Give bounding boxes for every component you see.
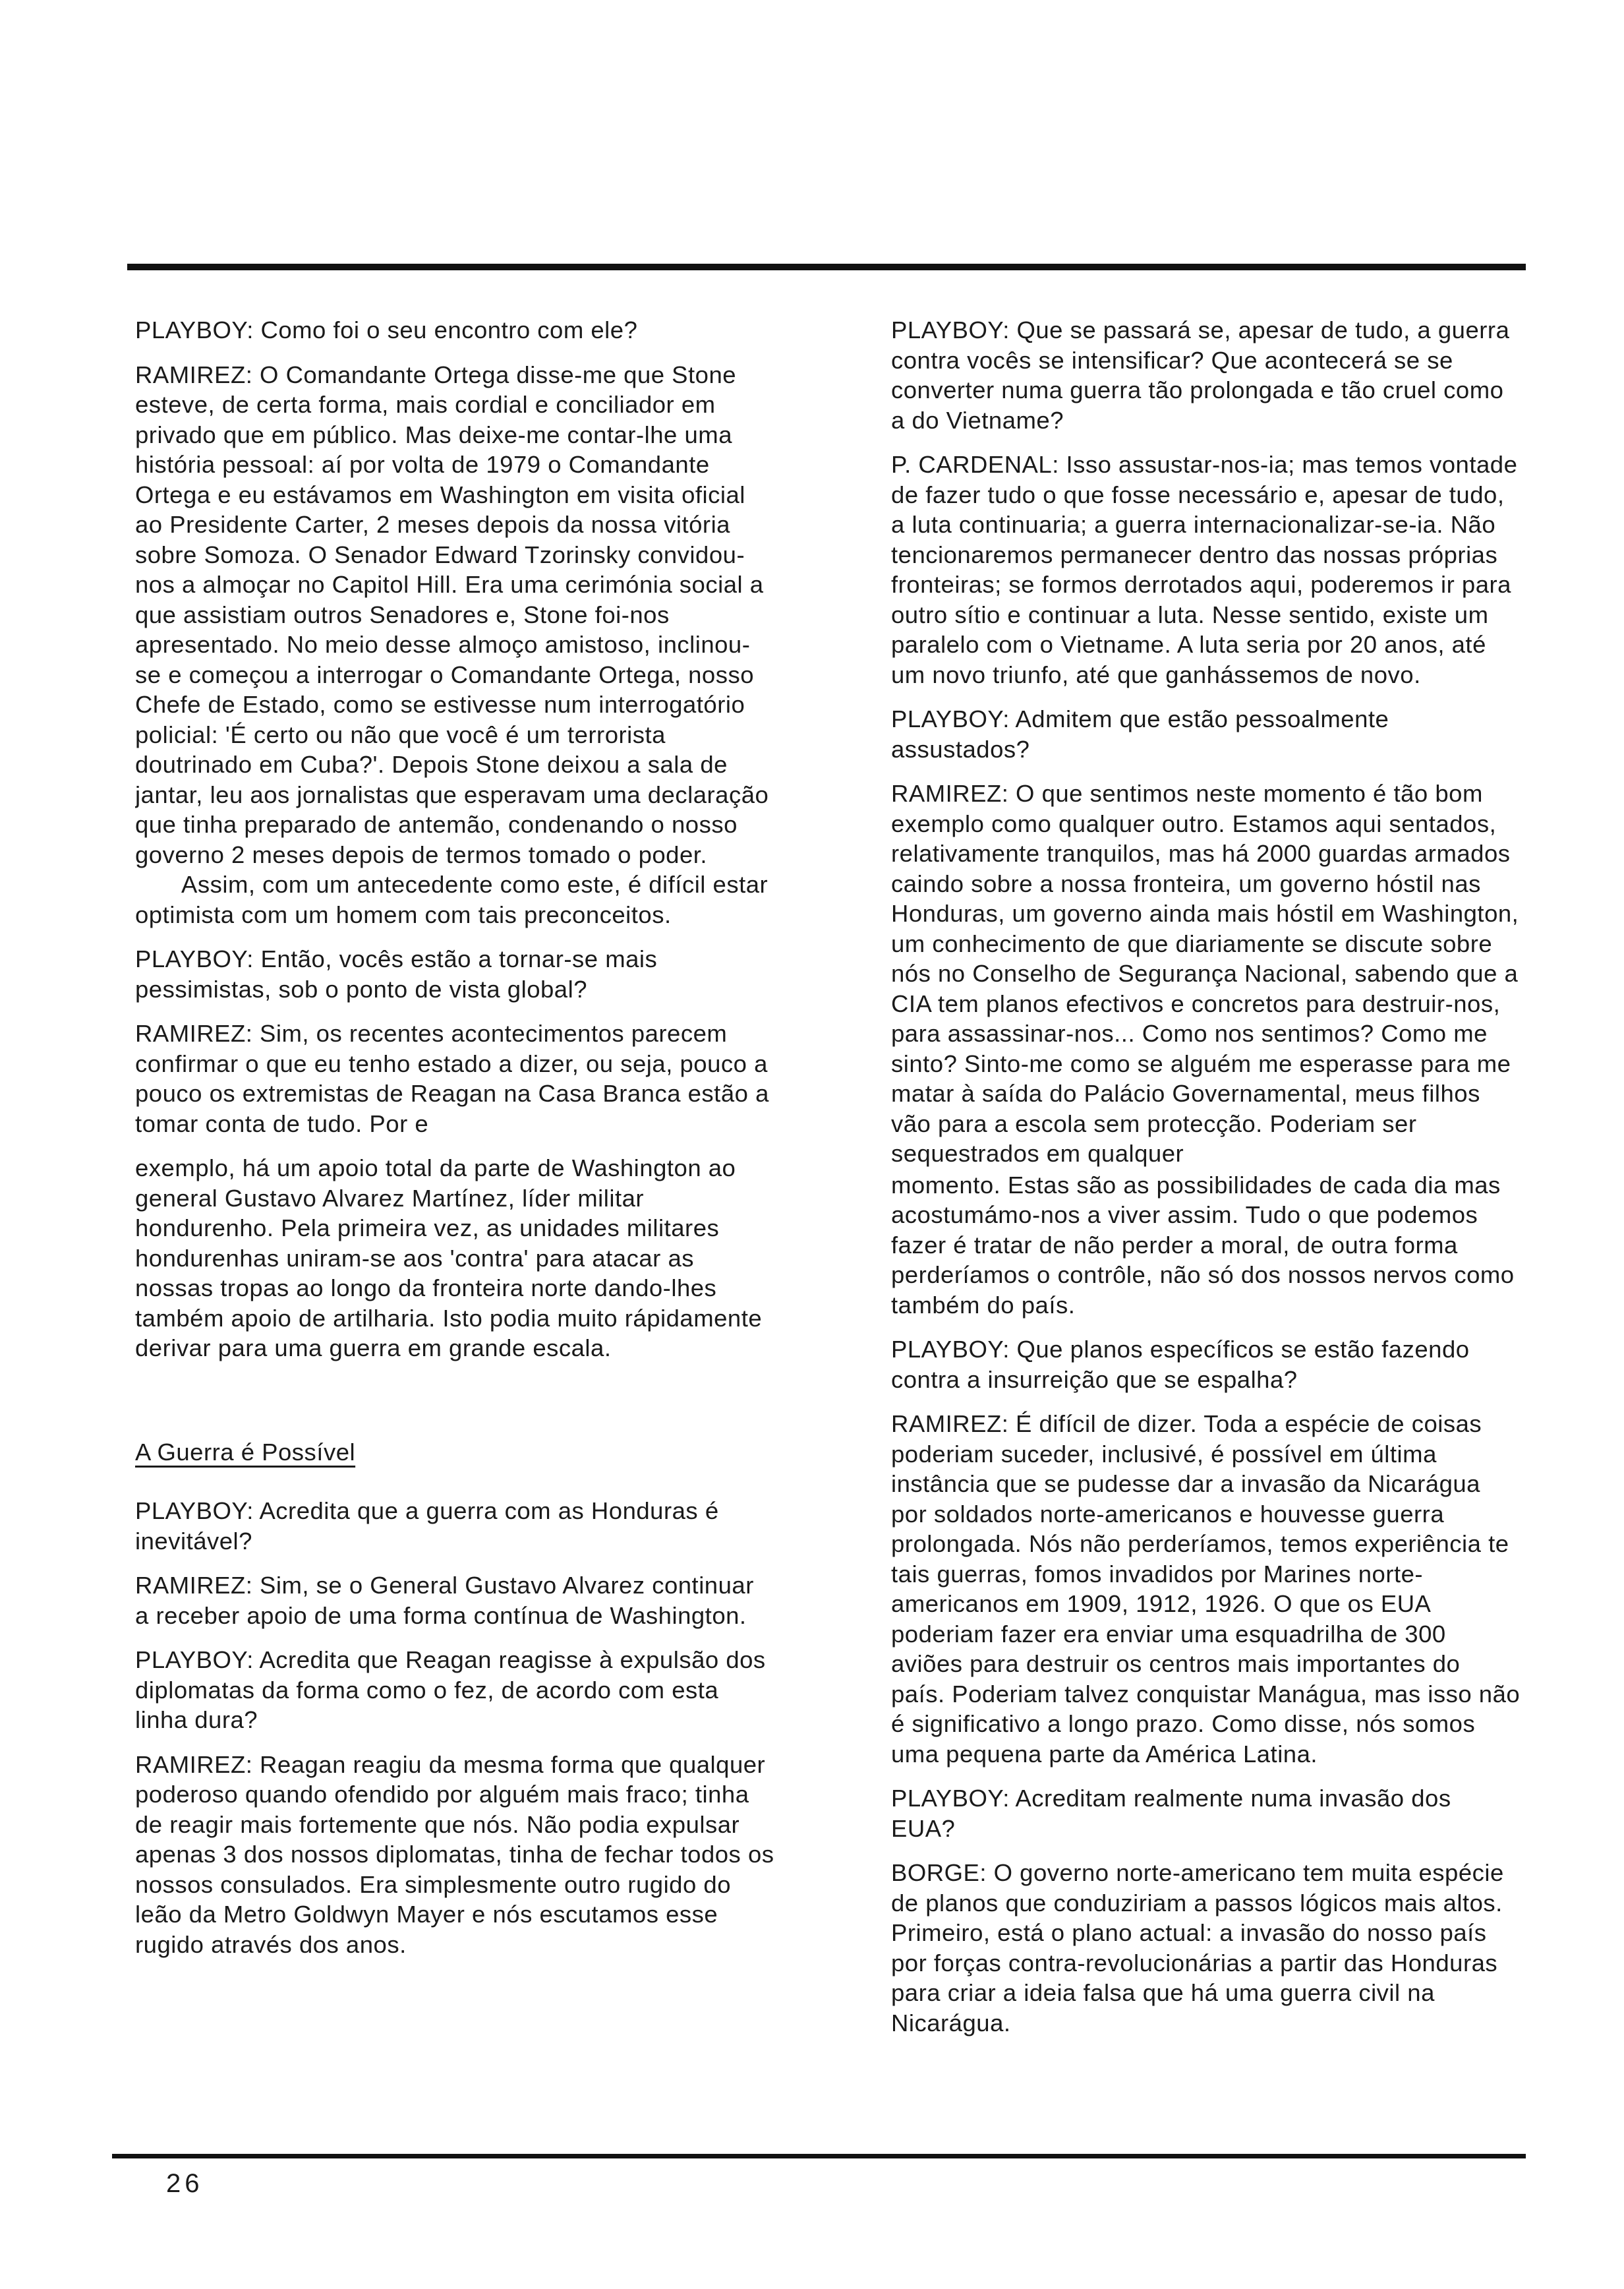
paragraph: RAMIREZ: Sim, se o General Gustavo Alvarez continuar a receber apoio de uma forma contínua de Washington. bbox=[135, 1572, 754, 1629]
paragraph: Assim, com um antecedente como este, é difícil estar optimista com um homem com tais preconceitos. bbox=[135, 871, 768, 928]
paragraph: RAMIREZ: O que sentimos neste momento é tão bom exemplo como qualquer outro. Estamos aqui sentados, relativamente tranquilos, mas há 2000 guardas armados caindo sobre a nossa fronteira, um governo hóstil nas Honduras, um governo ainda mais hóstil em Washington, um conhecimento de que diariamente se discute sobre nós no Conselho de Segurança Nacional, sabendo que a CIA tem planos efectivos e concretos para destruir-nos, para assassinar-nos... Como nos sentimos? Como me sinto? Sinto-me como se alguém me esperasse para me matar à saída do Palácio Governamental, meus filhos vão para a escola sem protecção. Poderiam ser sequestrados em qualquer bbox=[891, 780, 1519, 1167]
paragraph: P. CARDENAL: Isso assustar-nos-ia; mas temos vontade de fazer tudo o que fosse necessário e, apesar de tudo, a luta continuaria; a guerra internacionalizar-se-ia. Não tencionaremos permanecer dentro das nossas próprias fronteiras; se formos derrotados aqui, poderemos ir para outro sítio e continuar a luta. Nesse sentido, existe um paralelo com o Vietname. A luta seria por 20 anos, até um novo triunfo, até que ganhássemos de novo. bbox=[891, 451, 1518, 688]
paragraph: PLAYBOY: Como foi o seu encontro com ele? bbox=[135, 316, 638, 343]
bottom-rule bbox=[112, 2154, 1526, 2158]
paragraph: PLAYBOY: Admitem que estão pessoalmente assustados? bbox=[891, 705, 1389, 763]
page-header-margin bbox=[0, 0, 1624, 264]
paragraph: RAMIREZ: Reagan reagiu da mesma forma que qualquer poderoso quando ofendido por alguém mais fraco; tinha de reagir mais fortemente que nós. Não podia expulsar apenas 3 dos nossos diplomatas, tinha de fechar todos os nossos consulados. Era simplesmente outro rugido do leão da Metro Goldwyn Mayer e nós escutamos esse rugido através dos anos. bbox=[135, 1750, 774, 1958]
top-rule bbox=[127, 264, 1526, 270]
left-column bbox=[135, 315, 774, 2148]
paragraph: PLAYBOY: Acreditam realmente numa invasão dos EUA? bbox=[891, 1785, 1451, 1842]
paragraph: PLAYBOY: Acredita que Reagan reagisse à expulsão dos diplomatas da forma como o fez, de acordo com esta linha dura? bbox=[135, 1646, 766, 1733]
paragraph: PLAYBOY: Então, vocês estão a tornar-se mais pessimistas, sob o ponto de vista global? bbox=[135, 945, 658, 1003]
paragraph: momento. Estas são as possibilidades de cada dia mas acostumámo-nos a viver assim. Tudo o que podemos fazer é tratar de não perder a moral, de outra forma perderíamos o contrôle, não só dos nossos nervos como também do país. bbox=[891, 1171, 1515, 1319]
paragraph: RAMIREZ: O Comandante Ortega disse-me que Stone esteve, de certa forma, mais cordial e conciliador em privado que em público. Mas deixe-me contar-lhe uma história pessoal: aí por volta de 1979 o Comandante Ortega e eu estávamos em Washington em visita oficial ao Presidente Carter, 2 meses depois da nossa vitória sobre Somoza. O Senador Edward Tzorinsky convidou-nos a almoçar no Capitol Hill. Era uma cerimónia social a que assistiam outros Senadores e, Stone foi-nos apresentado. No meio desse almoço amistoso, inclinou-se e começou a interrogar o Comandante Ortega, nosso Chefe de Estado, como se estivesse num interrogatório policial: 'É certo ou não que você é um terrorista doutrinado em Cuba?'. Depois Stone deixou a sala de jantar, leu aos jornalistas que esperavam uma declaração que tinha preparado de antemão, condenando o nosso governo 2 meses depois de termos tomado o poder. bbox=[135, 361, 769, 868]
paragraph: PLAYBOY: Acredita que a guerra com as Honduras é inevitável? bbox=[135, 1497, 719, 1555]
right-column bbox=[891, 315, 1521, 2148]
section-heading: A Guerra é Possível bbox=[135, 1438, 356, 1466]
paragraph: PLAYBOY: Que planos específicos se estão fazendo contra a insurreição que se espalha? bbox=[891, 1336, 1470, 1393]
paragraph: RAMIREZ: Sim, os recentes acontecimentos parecem confirmar o que eu tenho estado a dizer, ou seja, pouco a pouco os extremistas de Reagan na Casa Branca estão a tomar conta de tudo. Por e bbox=[135, 1020, 769, 1137]
paragraph: PLAYBOY: Que se passará se, apesar de tudo, a guerra contra vocês se intensificar? Que acontecerá se se converter numa guerra tão prolongada e tão cruel como a do Vietname? bbox=[891, 316, 1510, 434]
page-number: 26 bbox=[166, 2169, 204, 2198]
paragraph: exemplo, há um apoio total da parte de Washington ao general Gustavo Alvarez Martínez, líder militar hondurenho. Pela primeira vez, as unidades militares hondurenhas uniram-se aos 'contra' para atacar as nossas tropas ao longo da fronteira norte dando-lhes também apoio de artilharia. Isto podia muito rápidamente derivar para uma guerra em grande escala. bbox=[135, 1154, 763, 1361]
paragraph: BORGE: O governo norte-americano tem muita espécie de planos que conduziriam a passos lógicos mais altos. Primeiro, está o plano actual: a invasão do nosso país por forças contra-revolucionárias a partir das Honduras para criar a ideia falsa que há uma guerra civil na Nicarágua. bbox=[891, 1859, 1504, 2036]
paragraph: RAMIREZ: É difícil de dizer. Toda a espécie de coisas poderiam suceder, inclusivé, é possível em última instância que se pudesse dar a invasão da Nicarágua por soldados norte-americanos e houvesse guerra prolongada. Nós não perderíamos, temos experiência te tais guerras, fomos invadidos por Marines norte-americanos em 1909, 1912, 1926. O que os EUA poderiam fazer era enviar uma esquadrilha de 300 aviões para destruir os centros mais importantes do país. Poderiam talvez conquistar Manágua, mas isso não é significativo a longo prazo. Como disse, nós somos uma pequena parte da América Latina. bbox=[891, 1410, 1521, 1768]
